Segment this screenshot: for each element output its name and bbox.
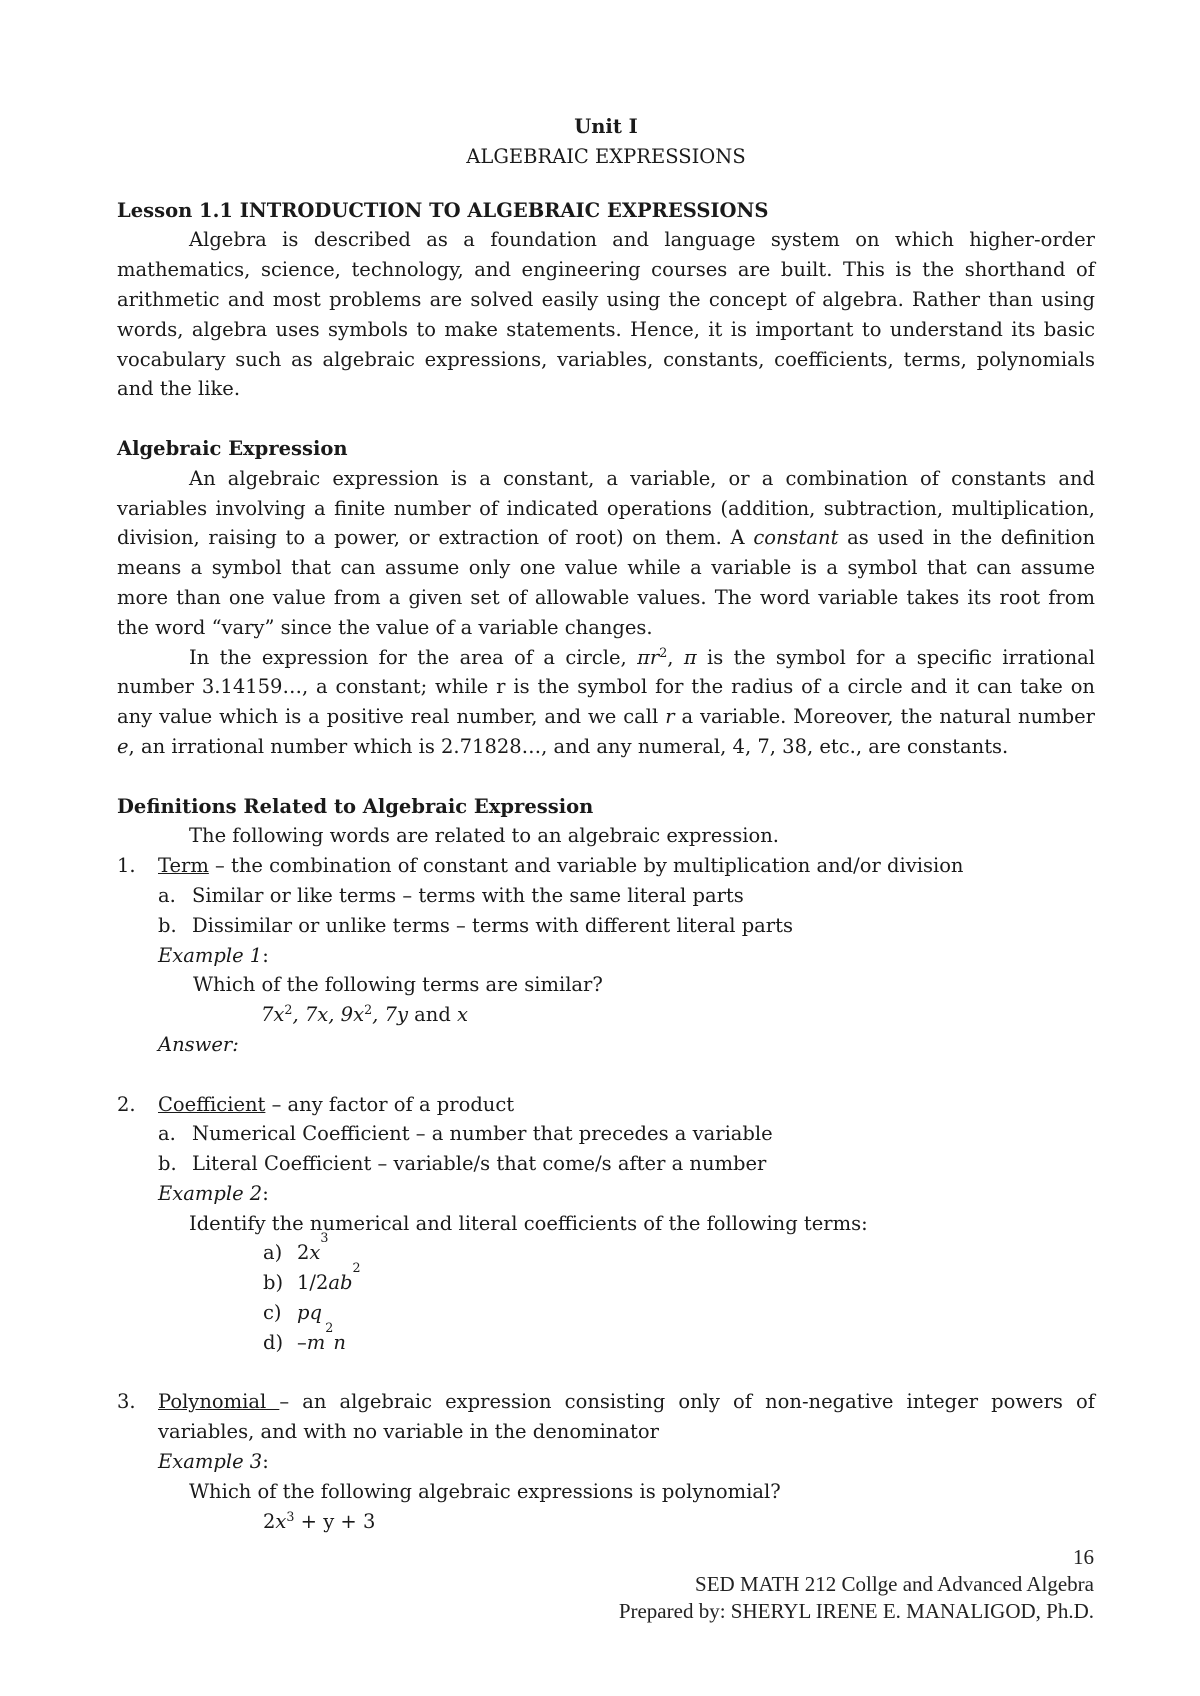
section-heading-definitions: Definitions Related to Algebraic Expression [117,794,594,818]
list-number: 1. [117,854,136,878]
course-title: SED MATH 212 Collge and Advanced Algebra [695,1572,1094,1596]
list-item-polynomial: 3. Polynomial – an algebraic expression consisting only of non-negative integer powers of variables, and with no variable in the denominator [117,1387,1095,1447]
author-credit: Prepared by: SHERYL IRENE E. MANALIGOD, Ph.D. [618,1599,1094,1623]
sub-item-numerical-coefficient: a. Numerical Coefficient – a number that precedes a variable [158,1122,773,1146]
page-footer [394,1544,1094,1625]
list-item-term: 1. Term – the combination of constant and variable by multiplication and/or division [117,851,1095,881]
example-1-terms: $7x^2$, 7x, $9x^2$, 7y and x [261,1002,469,1027]
example-3-label: Example 3: [158,1450,269,1474]
definition-paragraph: An algebraic expression is a constant, a variable, or a combination of constants and variables involving a finite number of indicated operations (addition, subtraction, multiplication, division, raising to a power, or extraction of root) on them. A constant as used in the definition means a symbol that can assume only one value while a variable is a symbol that can assume more than one value from a given set of allowable values. The word variable takes its root from the word “vary” since the value of a variable changes. [117,466,1095,639]
list-item: b) 1/2 ab 2 [263,1260,361,1295]
example-1-question: Which of the following terms are similar? [193,973,603,997]
list-item: c) pq [263,1301,322,1325]
sub-item-similar-terms: a. Similar or like terms – terms with the same literal parts [158,883,744,907]
section-heading-algebraic-expression: Algebraic Expression [117,436,348,460]
list-item-coefficient: 2. Coefficient – any factor of a product [117,1090,1095,1120]
list-item: a) 2 x 3 [263,1230,329,1265]
sub-item-dissimilar-terms: b. Dissimilar or unlike terms – terms with different literal parts [158,913,793,937]
unit-title: ALGEBRAIC EXPRESSIONS [466,144,746,168]
page-number: 16 [1073,1545,1094,1569]
unit-label: Unit I [574,115,638,138]
list-number: 2. [117,1092,136,1116]
document-body [117,112,1095,1536]
list-item: d) – m 2 n [263,1319,346,1354]
definitions-intro: The following words are related to an algebraic expression. [189,824,780,848]
intro-paragraph: Algebra is described as a foundation and language system on which higher-order mathematics, science, technology, and engineering courses are built. This is the shorthand of arithmetic and most problems are solved easily using the concept of algebra. Rather than using words, algebra uses symbols to make statements. Hence, it is important to understand its basic vocabulary such as algebraic expressions, variables, constants, coefficients, terms, polynomials and the like. [117,228,1095,401]
example-2-question: Identify the numerical and literal coefficients of the following terms: [189,1211,868,1235]
example-3-expression: $2x^3 + y + 3$ [263,1508,376,1533]
example-2-label: Example 2: [158,1181,269,1205]
polynomial-keyword: Polynomial [158,1390,280,1414]
sub-item-literal-coefficient: b. Literal Coefficient – variable/s that come/s after a number [158,1152,767,1176]
example-1-answer: Answer: [158,1032,239,1056]
example-2-list [263,1230,1095,1357]
example-3-question: Which of the following algebraic expressions is polynomial? [189,1479,781,1503]
lesson-title: Lesson 1.1 INTRODUCTION TO ALGEBRAIC EXPRESSIONS [117,198,769,222]
example-1-label: Example 1: [158,943,269,967]
circle-example-paragraph: In the expression for the area of a circle, $\pi r^2$, π is the symbol for a specific irrational number 3.14159…, a constant; while r is the symbol for the radius of a circle and it can take on any value which is a positive real number, and we call r a variable. Moreover, the natural number e, an irrational number which is 2.71828…, and any numeral, 4, 7, 38, etc., are constants. [117,644,1095,758]
coefficient-keyword: Coefficient [158,1092,266,1116]
term-keyword: Term [158,854,209,878]
list-number: 3. [117,1390,136,1414]
